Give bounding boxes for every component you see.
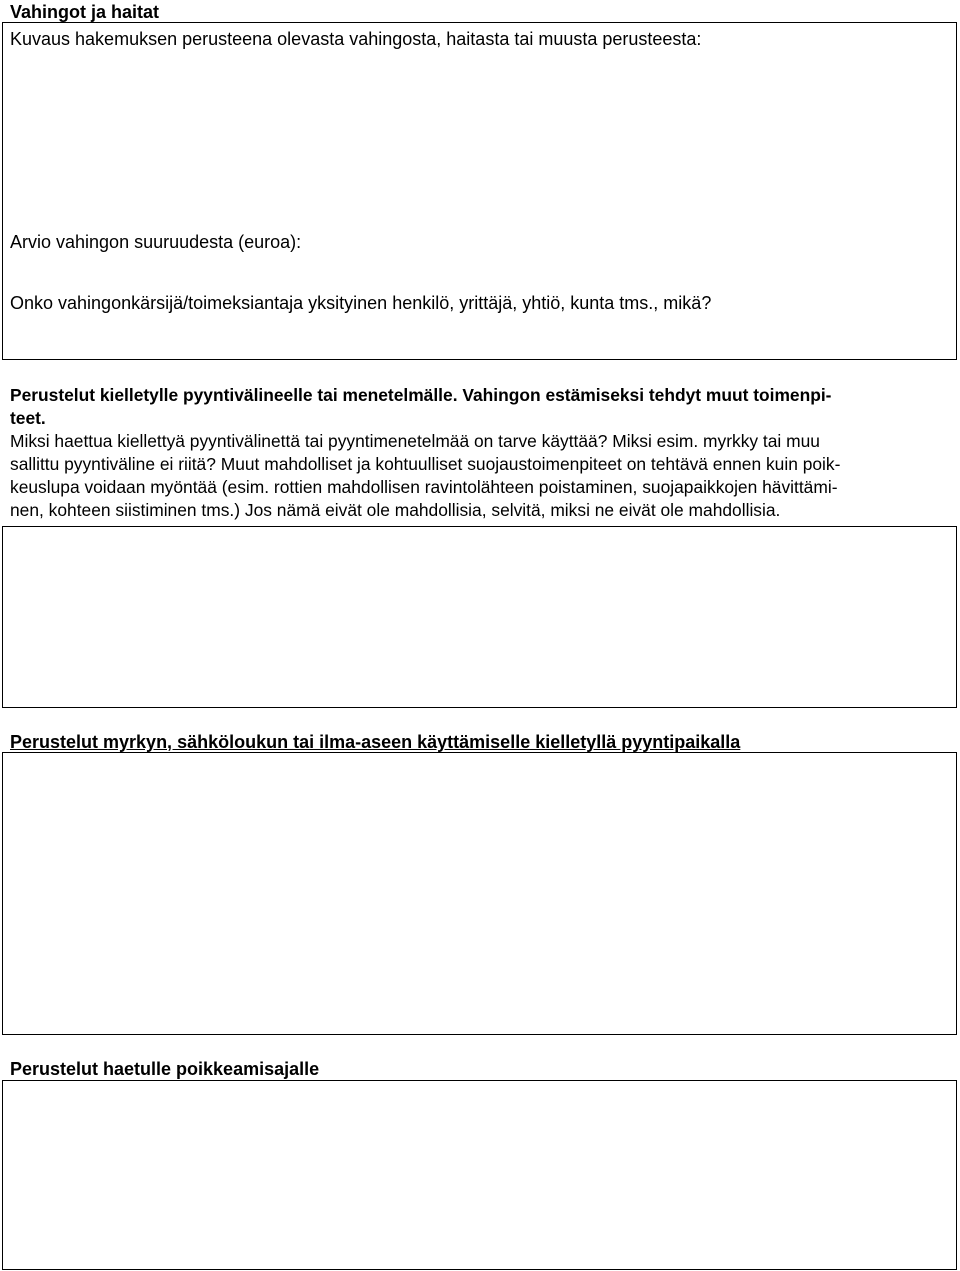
damage-estimate-label: Arvio vahingon suuruudesta (euroa):: [10, 232, 302, 252]
description-label: Kuvaus hakemuksen perusteena olevasta vahingosta, haitasta tai muusta perusteesta:: [10, 29, 702, 49]
deviation-justification-input-box[interactable]: [2, 1080, 957, 1270]
section-title-deviation: Perustelut haetulle poikkeamisajalle: [10, 1059, 320, 1079]
justification-body-line2: sallittu pyyntiväline ei riitä? Muut mahdolliset ja kohtuulliset suojaustoimenpiteet on tehtävä ennen kuin poik-: [10, 454, 841, 474]
section-title-poison: Perustelut myrkyn, sähköloukun tai ilma-aseen käyttämiselle kielletyllä pyyntipaikalla: [10, 732, 741, 752]
justification-title-line2: teet.: [10, 408, 46, 428]
justification-title-line1: Perustelut kielletylle pyyntivälineelle tai menetelmälle. Vahingon estämiseksi tehdyt muut toimenpi-: [10, 385, 832, 405]
justification-body-line3: keuslupa voidaan myöntää (esim. rottien mahdollisen ravintolähteen poistaminen, suojapaikkojen hävittämi-: [10, 477, 838, 497]
applicant-type-label: Onko vahingonkärsijä/toimeksiantaja yksityinen henkilö, yrittäjä, yhtiö, kunta tms., mikä?: [10, 293, 712, 313]
justification-body-line4: nen, kohteen siistiminen tms.) Jos nämä eivät ole mahdollisia, selvitä, miksi ne eivät ole mahdollisia.: [10, 500, 781, 520]
section-title-damages: Vahingot ja haitat: [10, 2, 160, 22]
poison-justification-input-box[interactable]: [2, 752, 957, 1035]
justification-input-box[interactable]: [2, 526, 957, 708]
damages-input-box[interactable]: [2, 22, 957, 360]
justification-instructions: [10, 384, 945, 522]
justification-body-line1: Miksi haettua kiellettyä pyyntivälinettä tai pyyntimenetelmää on tarve käyttää? Miksi esim. myrkky tai muu: [10, 431, 820, 451]
